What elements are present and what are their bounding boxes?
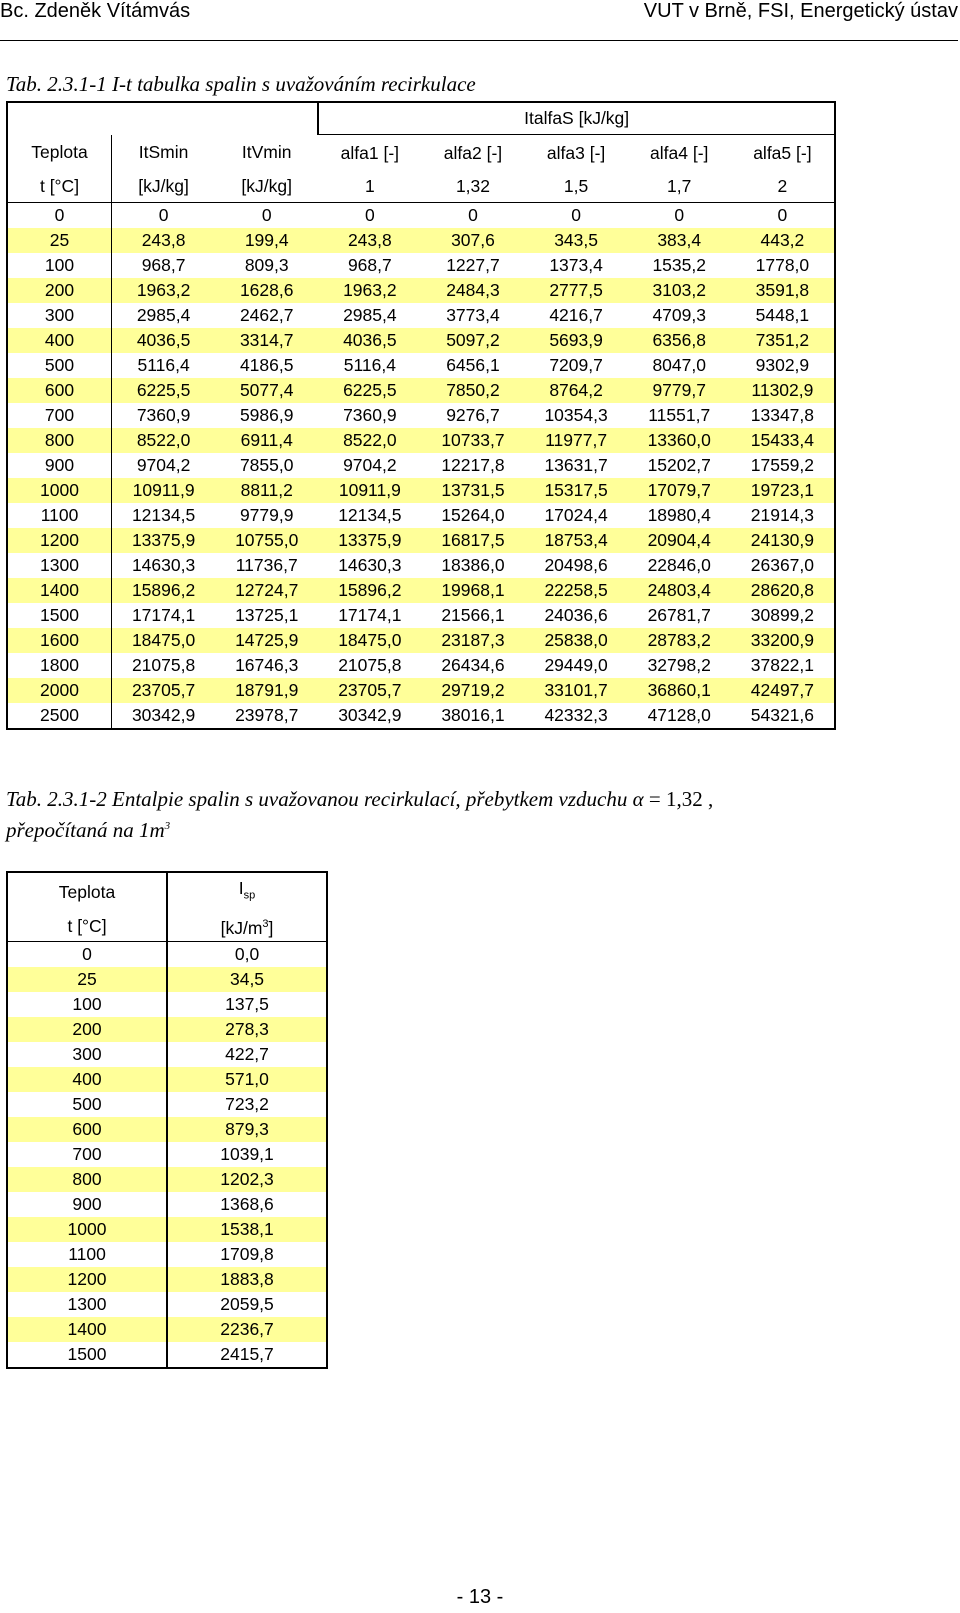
table-row — [7, 353, 835, 378]
table-cell: 30899,2 — [750, 605, 815, 625]
table-cell: 37822,1 — [750, 655, 815, 675]
table-cell: 17024,4 — [544, 505, 608, 525]
table-cell: 800 — [7, 1167, 167, 1192]
table-cell: 9276,7 — [446, 405, 500, 425]
table-row — [7, 1192, 327, 1217]
table-cell: 8047,0 — [652, 355, 706, 375]
unit-isp-close: ] — [268, 917, 274, 938]
table-cell: 13631,7 — [544, 455, 608, 475]
table-cell: 6911,4 — [215, 428, 318, 453]
table-cell: 200 — [7, 1017, 167, 1042]
table-cell: 0 — [261, 205, 272, 225]
table-row — [7, 1292, 327, 1317]
table-cell: 1800 — [7, 653, 112, 678]
table-cell: 968,7 — [141, 255, 186, 275]
table-cell: 0 — [364, 205, 375, 225]
blank-cell — [7, 102, 318, 135]
table-cell: 15433,4 — [731, 428, 835, 453]
table-row — [7, 1167, 327, 1192]
table-cell: 15896,2 — [112, 578, 216, 603]
table-row — [7, 453, 835, 478]
table-cell: 1400 — [7, 1317, 167, 1342]
table-cell: 10755,0 — [215, 528, 318, 553]
table-row — [7, 1067, 327, 1092]
table-row — [7, 1242, 327, 1267]
col-header-teplota: Teplota — [7, 872, 167, 911]
table-cell: 22258,5 — [525, 578, 628, 603]
table-cell: 9704,2 — [136, 455, 191, 475]
unit-teplota: t [°C] — [7, 911, 167, 942]
caption-line2-sup: 3 — [164, 820, 171, 832]
table-cell: 20498,6 — [544, 555, 608, 575]
table-header-row — [7, 135, 835, 172]
table-cell: 30342,9 — [131, 705, 196, 725]
table1-caption: Tab. 2.3.1-1 I-t tabulka spalin s uvažováním recirkulace — [6, 72, 476, 96]
table-cell: 1883,8 — [167, 1267, 327, 1292]
col-header-isp — [167, 872, 327, 911]
table-cell: 1373,4 — [549, 255, 603, 275]
table-cell: 8764,2 — [525, 378, 628, 403]
table-cell: [kJ/kg] — [215, 171, 318, 203]
table-cell: 1200 — [7, 1267, 167, 1292]
table-row — [7, 478, 835, 503]
table-cell: 4216,7 — [549, 305, 603, 325]
table-row — [7, 253, 835, 278]
unit-isp — [167, 911, 327, 942]
table-row — [7, 428, 835, 453]
table-cell: ItSmin — [138, 142, 189, 163]
table-cell: 5693,9 — [525, 328, 628, 353]
table-cell: 23705,7 — [112, 678, 216, 703]
page-number: - 13 - — [456, 1586, 504, 1608]
table-cell: 1100 — [7, 503, 112, 528]
table-cell: 1,32 — [421, 171, 524, 203]
table-cell: 10733,7 — [421, 428, 524, 453]
table-cell: 1778,0 — [755, 255, 810, 275]
caption-comma: , — [702, 787, 714, 811]
table-row — [7, 553, 835, 578]
table-cell: 137,5 — [225, 994, 269, 1014]
table-cell: 1500 — [7, 1342, 167, 1368]
table-row — [7, 328, 835, 353]
page-header — [0, 0, 960, 36]
enthalpy-table — [6, 871, 328, 1369]
table-row — [7, 1342, 327, 1368]
table-cell: 21075,8 — [131, 655, 196, 675]
table-cell: 900 — [7, 1192, 167, 1217]
table-cell: 3103,2 — [628, 278, 731, 303]
table-cell: 54321,6 — [750, 705, 815, 725]
table-cell: 42332,3 — [544, 705, 608, 725]
table-cell: 1000 — [7, 478, 112, 503]
table-row — [7, 942, 327, 968]
table-cell: 30342,9 — [338, 705, 402, 725]
table-cell: 0 — [468, 205, 478, 225]
table-row — [7, 967, 327, 992]
table-cell: 383,4 — [628, 228, 731, 253]
it-table-body — [7, 102, 835, 729]
table-cell: 24036,6 — [544, 605, 608, 625]
table-cell: 13375,9 — [112, 528, 216, 553]
table-unit-row — [7, 171, 835, 203]
table-cell: 21566,1 — [441, 605, 505, 625]
table-cell: 15202,7 — [647, 455, 711, 475]
table-cell: 1,5 — [525, 171, 628, 203]
table-cell: 13725,1 — [235, 605, 299, 625]
table-cell: 19723,1 — [731, 478, 835, 503]
table-row — [7, 303, 835, 328]
table-cell: t [°C] — [7, 171, 112, 203]
table-row — [7, 1042, 327, 1067]
alpha-value: = 1,32 — [643, 787, 703, 811]
table-cell: 9302,9 — [755, 355, 810, 375]
table-cell: 571,0 — [167, 1067, 327, 1092]
table-cell: 278,3 — [167, 1017, 327, 1042]
table-cell: 400 — [7, 1067, 167, 1092]
table-cell: 1400 — [7, 578, 112, 603]
table-cell: 1500 — [7, 603, 112, 628]
table-cell: 18980,4 — [647, 505, 711, 525]
table-cell: 2985,4 — [343, 305, 397, 325]
enthalpy-table-body — [7, 872, 327, 1368]
table-cell: 700 — [7, 403, 112, 428]
table-cell: Teplota — [7, 135, 112, 172]
table-cell: 5116,4 — [343, 355, 396, 375]
table-cell: 1 — [318, 171, 421, 203]
table-cell: 13360,0 — [628, 428, 731, 453]
table-cell: 900 — [7, 453, 112, 478]
table-cell: 5097,2 — [421, 328, 524, 353]
table-cell: 10354,3 — [544, 405, 608, 425]
table-cell: 600 — [7, 1117, 167, 1142]
table-cell: 2777,5 — [525, 278, 628, 303]
table-row — [7, 1017, 327, 1042]
table-cell: 3773,4 — [446, 305, 500, 325]
table-cell: 9704,2 — [343, 455, 397, 475]
table-cell: 16746,3 — [235, 655, 299, 675]
table-row — [7, 578, 835, 603]
table-cell: 500 — [7, 1092, 167, 1117]
table-cell: 36860,1 — [628, 678, 731, 703]
table-cell: 17174,1 — [131, 605, 196, 625]
table-cell: 6225,5 — [318, 378, 421, 403]
alpha-symbol: α — [632, 787, 644, 811]
table-cell: 19968,1 — [421, 578, 524, 603]
header-rule — [0, 40, 958, 41]
table-row — [7, 1317, 327, 1342]
table-cell: 443,2 — [731, 228, 835, 253]
table-cell: 25 — [7, 228, 112, 253]
table-cell: 24803,4 — [628, 578, 731, 603]
table-row — [7, 403, 835, 428]
table-cell: ItVmin — [241, 142, 292, 163]
header-institution: VUT v Brně, FSI, Energetický ústav — [643, 0, 958, 22]
table-cell: 3314,7 — [215, 328, 318, 353]
table-cell: 33101,7 — [525, 678, 628, 703]
table-cell: 2000 — [7, 678, 112, 703]
table-cell: 12724,7 — [215, 578, 318, 603]
isp-sub: sp — [243, 889, 256, 902]
table-cell: 7855,0 — [239, 455, 294, 475]
table-cell: 2985,4 — [136, 305, 191, 325]
table-cell: 33200,9 — [731, 628, 835, 653]
table-cell: 2415,7 — [220, 1344, 274, 1364]
table-cell: 17079,7 — [628, 478, 731, 503]
table-cell: 26367,0 — [750, 555, 815, 575]
table-cell: 11736,7 — [235, 555, 298, 575]
table-cell: 4186,5 — [239, 355, 294, 375]
table-row — [7, 1117, 327, 1142]
table-cell: 700 — [7, 1142, 167, 1167]
table-cell: 47128,0 — [647, 705, 711, 725]
it-table — [6, 101, 836, 730]
table-row — [7, 653, 835, 678]
table-cell: 16817,5 — [421, 528, 524, 553]
table-unit-row — [7, 911, 327, 942]
table-cell: 2500 — [7, 703, 112, 729]
isp-main: I — [238, 877, 244, 898]
table-cell: 42497,7 — [731, 678, 835, 703]
table-cell: 28620,8 — [731, 578, 835, 603]
table-cell: alfa5 [-] — [753, 142, 812, 163]
table-cell: 1000 — [7, 1217, 167, 1242]
table-cell: 2236,7 — [167, 1317, 327, 1342]
table-cell: [kJ/kg] — [112, 171, 216, 203]
table-cell: 34,5 — [167, 967, 327, 992]
table-cell: 9779,9 — [239, 505, 294, 525]
table-cell: 1535,2 — [652, 255, 706, 275]
table-cell: 25 — [7, 967, 167, 992]
table-cell: 24130,9 — [731, 528, 835, 553]
table-cell: 1600 — [7, 628, 112, 653]
table-cell: 14630,3 — [131, 555, 196, 575]
table-cell: 2 — [731, 171, 835, 203]
table-cell: 20904,4 — [628, 528, 731, 553]
table-cell: 2484,3 — [421, 278, 524, 303]
table-row — [7, 703, 835, 729]
table-cell: 32798,2 — [647, 655, 711, 675]
table-cell: 23978,7 — [235, 705, 299, 725]
table-cell: 11302,9 — [731, 378, 835, 403]
table-cell: 7360,9 — [343, 405, 397, 425]
table2-caption-line2 — [6, 818, 170, 843]
super-header-cell: ItalfaS [kJ/kg] — [318, 102, 835, 135]
table-cell: 1200 — [7, 528, 112, 553]
table-cell: 1963,2 — [318, 278, 421, 303]
table-cell: 13375,9 — [318, 528, 421, 553]
table-cell: 343,5 — [525, 228, 628, 253]
table-cell: 5116,4 — [137, 355, 190, 375]
table-cell: 400 — [7, 328, 112, 353]
table-cell: 809,3 — [244, 255, 289, 275]
table-cell: 12217,8 — [441, 455, 505, 475]
table-cell: 1300 — [7, 553, 112, 578]
table-cell: 879,3 — [167, 1117, 327, 1142]
table-cell: 307,6 — [421, 228, 524, 253]
table-cell: 12134,5 — [338, 505, 402, 525]
table-cell: 13731,5 — [421, 478, 524, 503]
table-cell: 1538,1 — [167, 1217, 327, 1242]
table-cell: 0 — [158, 205, 169, 225]
table-cell: 243,8 — [318, 228, 421, 253]
table-row — [7, 628, 835, 653]
table-cell: 21914,3 — [750, 505, 815, 525]
table-cell: 28783,2 — [628, 628, 731, 653]
table-cell: 23187,3 — [421, 628, 524, 653]
table-cell: 7360,9 — [136, 405, 191, 425]
table-cell: 1300 — [7, 1292, 167, 1317]
table-cell: 1628,6 — [215, 278, 318, 303]
table-cell: 14725,9 — [215, 628, 318, 653]
table-cell: 1368,6 — [220, 1194, 274, 1214]
table-cell: 9779,7 — [628, 378, 731, 403]
table-cell: 4036,5 — [318, 328, 421, 353]
table-cell: 100 — [7, 253, 112, 278]
table-cell: 5986,9 — [239, 405, 294, 425]
table-cell: 0 — [571, 205, 581, 225]
table-cell: 29449,0 — [544, 655, 608, 675]
table-row — [7, 228, 835, 253]
header-author: Bc. Zdeněk Vítámvás — [0, 0, 191, 22]
table-cell: 4709,3 — [652, 305, 706, 325]
table-cell: 2059,5 — [220, 1294, 274, 1314]
table-cell: 0 — [777, 205, 788, 225]
table-row — [7, 503, 835, 528]
table-cell: alfa1 [-] — [340, 142, 400, 163]
table-row — [7, 1267, 327, 1292]
unit-isp-sup: 3 — [262, 917, 269, 930]
table-cell: 11977,7 — [525, 428, 628, 453]
table-cell: 5077,4 — [215, 378, 318, 403]
table-cell: 5448,1 — [755, 305, 810, 325]
table-row — [7, 678, 835, 703]
table-cell: 1963,2 — [112, 278, 216, 303]
unit-isp-main: [kJ/m — [220, 917, 263, 938]
table-cell: 26781,7 — [647, 605, 711, 625]
table-cell: 968,7 — [347, 255, 392, 275]
table-cell: 8522,0 — [112, 428, 216, 453]
table-cell: 600 — [7, 378, 112, 403]
table-cell: 723,2 — [225, 1094, 269, 1114]
table-row — [7, 1217, 327, 1242]
table2-caption-text: Tab. 2.3.1-2 Entalpie spalin s uvažovanou recirkulací, přebytkem vzduchu — [6, 787, 633, 811]
table-cell: 15896,2 — [318, 578, 421, 603]
table-row — [7, 1092, 327, 1117]
table-cell: 300 — [7, 1042, 167, 1067]
table2-caption — [6, 787, 713, 812]
table-cell: 6356,8 — [628, 328, 731, 353]
table-cell: 18791,9 — [215, 678, 318, 703]
table-cell: 7351,2 — [731, 328, 835, 353]
table-cell: 243,8 — [112, 228, 216, 253]
table-cell: 18753,4 — [525, 528, 628, 553]
table-row — [7, 1142, 327, 1167]
table-cell: 29719,2 — [421, 678, 524, 703]
table-row — [7, 278, 835, 303]
table-cell: alfa2 [-] — [443, 142, 503, 163]
table-cell: 0 — [7, 942, 167, 968]
table-cell: 14630,3 — [338, 555, 402, 575]
table-cell: 25838,0 — [525, 628, 628, 653]
table-cell: 13347,8 — [750, 405, 815, 425]
table-cell: 17174,1 — [338, 605, 402, 625]
table-cell: 1202,3 — [167, 1167, 327, 1192]
table-cell: 4036,5 — [112, 328, 216, 353]
table-row — [7, 528, 835, 553]
table-cell: 8811,2 — [215, 478, 318, 503]
table-header-row — [7, 872, 327, 911]
table-row — [7, 992, 327, 1017]
caption-line2-text: přepočítaná na 1m — [6, 818, 165, 842]
table-cell: 6225,5 — [112, 378, 216, 403]
table-cell: 800 — [7, 428, 112, 453]
table-cell: 300 — [7, 303, 112, 328]
table-cell: 22846,0 — [647, 555, 711, 575]
table-cell: 12134,5 — [131, 505, 196, 525]
table-cell: 0,0 — [234, 944, 260, 964]
table-row — [7, 203, 835, 229]
table-cell: 0 — [7, 203, 112, 229]
table-cell: 3591,8 — [731, 278, 835, 303]
table-cell: 15317,5 — [525, 478, 628, 503]
table-cell: 422,7 — [225, 1044, 269, 1064]
table-cell: 10911,9 — [318, 478, 421, 503]
table-cell: 1100 — [7, 1242, 167, 1267]
table-cell: 1227,7 — [446, 255, 500, 275]
table-cell: 500 — [7, 353, 112, 378]
table-cell: 21075,8 — [338, 655, 402, 675]
table-cell: 100 — [7, 992, 167, 1017]
table-cell: 26434,6 — [441, 655, 505, 675]
table-cell: 10911,9 — [112, 478, 216, 503]
table-cell: 23705,7 — [318, 678, 421, 703]
table-cell: 38016,1 — [441, 705, 505, 725]
table-super-header-row — [7, 102, 835, 135]
table-cell: 1709,8 — [220, 1244, 274, 1264]
table-cell: alfa3 [-] — [546, 142, 606, 163]
table-cell: 11551,7 — [648, 405, 711, 425]
table-cell: alfa4 [-] — [650, 142, 709, 163]
table-cell: 1,7 — [628, 171, 731, 203]
table-cell: 0 — [674, 205, 685, 225]
table-cell: 8522,0 — [318, 428, 421, 453]
table-cell: 17559,2 — [750, 455, 815, 475]
table-cell: 1039,1 — [220, 1144, 274, 1164]
table-cell: 7209,7 — [549, 355, 603, 375]
table-cell: 18475,0 — [112, 628, 216, 653]
table-cell: 200 — [7, 278, 112, 303]
table-row — [7, 603, 835, 628]
table-row — [7, 378, 835, 403]
table-cell: 7850,2 — [421, 378, 524, 403]
table-cell: 6456,1 — [446, 355, 500, 375]
table-cell: 15264,0 — [441, 505, 505, 525]
table-cell: 2462,7 — [239, 305, 294, 325]
table-cell: 18475,0 — [318, 628, 421, 653]
table-cell: 199,4 — [215, 228, 318, 253]
table-cell: 18386,0 — [441, 555, 505, 575]
